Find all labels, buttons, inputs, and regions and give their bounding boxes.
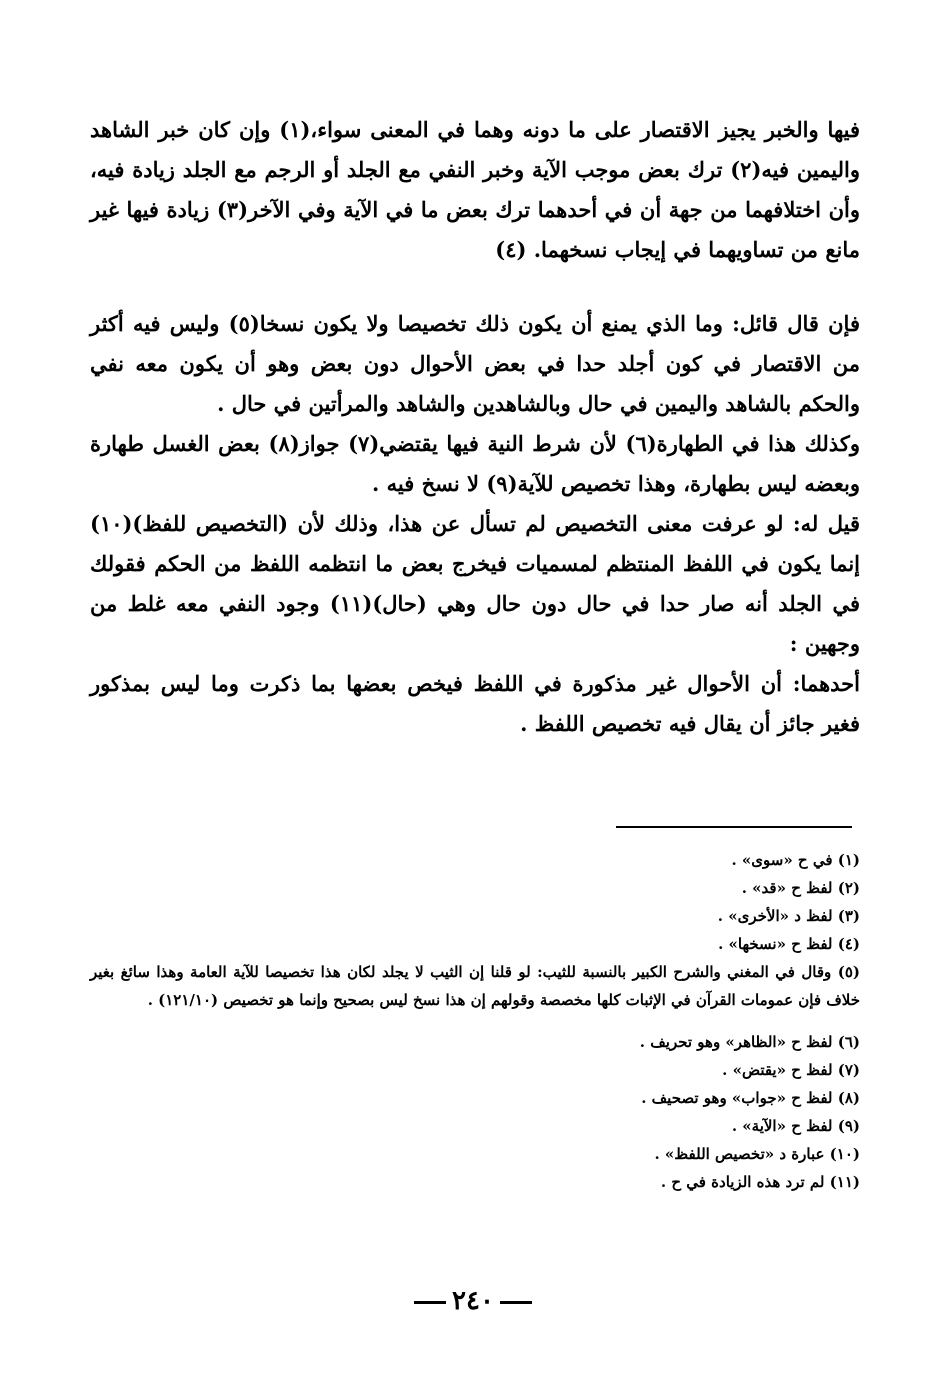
footnote-4: (٤) لفظ ح «نسخها» . [718, 935, 860, 953]
paragraph-2: فإن قال قائل: وما الذي يمنع أن يكون ذلك تخصيصا ولا يكون نسخا(٥) وليس فيه أكثر من الاقتصار في كون أجلد حدا في بعض الأحوال دون بعض وهو أن يكون معه نفي والحكم بالشاهد واليمين في حال وبالشاهدين والشاهد والمرأتين في حال . [90, 311, 860, 416]
footnote-11: (١١) لم ترد هذه الزيادة في ح . [660, 1173, 860, 1191]
footnote-7: (٧) لفظ ح «يقتض» . [722, 1061, 860, 1079]
main-text [90, 110, 860, 744]
footnote-5: (٥) وقال في المغني والشرح الكبير بالنسبة للثيب: لو قلنا إن الثيب لا يجلد لكان هذا تخصيصا للآية العامة وهذا سائغ بغير خلاف فإن عمومات القرآن في الإثبات كلها مخصصة وقولهم إن هذا نسخ ليس بصحيح وإنما هو تخصيص (١٢١/١٠) . [90, 963, 860, 1009]
page-number-value: ٢٤٠ [452, 1286, 494, 1316]
footnote-separator [616, 826, 852, 828]
footnotes [90, 846, 860, 1196]
paragraph-3: وكذلك هذا في الطهارة(٦) لأن شرط النية فيها يقتضي(٧) جواز(٨) بعض الغسل طهارة وبعضه ليس بطهارة، وهذا تخصيص للآية(٩) لا نسخ فيه . [90, 431, 860, 496]
footnote-10: (١٠) عبارة د «تخصيص اللفظ» . [654, 1145, 860, 1163]
footnote-6: (٦) لفظ ح «الظاهر» وهو تحريف . [639, 1033, 860, 1051]
footnote-3: (٣) لفظ د «الأخرى» . [717, 907, 860, 925]
paragraph-1: فيها والخبر يجيز الاقتصار على ما دونه وهما في المعنى سواء،(١) وإن كان خبر الشاهد واليمين فيه(٢) ترك بعض موجب الآية وخبر النفي مع الجلد أو الرجم مع الجلد زيادة فيه، وأن اختلافهما من جهة أن في أحدهما ترك بعض ما في الآية وفي الآخر(٣) زيادة فيها غير مانع من تساويهما في إيجاب نسخهما. (٤) [90, 117, 860, 262]
page-number-dash-left [414, 1301, 446, 1304]
footnote-1: (١) في ح «سوى» . [731, 851, 860, 869]
page-number [0, 1286, 946, 1316]
paragraph-5: أحدهما: أن الأحوال غير مذكورة في اللفظ فيخص بعضها بما ذكرت وما ليس بمذكور فغير جائز أن يقال فيه تخصيص اللفظ . [90, 671, 860, 736]
footnote-9: (٩) لفظ ح «الآية» . [731, 1117, 860, 1135]
page-number-dash-right [500, 1301, 532, 1304]
paragraph-4: قيل له: لو عرفت معنى التخصيص لم تسأل عن هذا، وذلك لأن (التخصيص للفظ)(١٠) إنما يكون في اللفظ المنتظم لمسميات فيخرج بعض ما انتظمه اللفظ من الحكم فقولك في الجلد أنه صار حدا في حال دون حال وهي (حال)(١١) وجود النفي معه غلط من وجهين : [90, 511, 860, 656]
footnote-8: (٨) لفظ ح «جواب» وهو تصحيف . [641, 1089, 860, 1107]
footnote-2: (٢) لفظ ح «قد» . [741, 879, 860, 897]
